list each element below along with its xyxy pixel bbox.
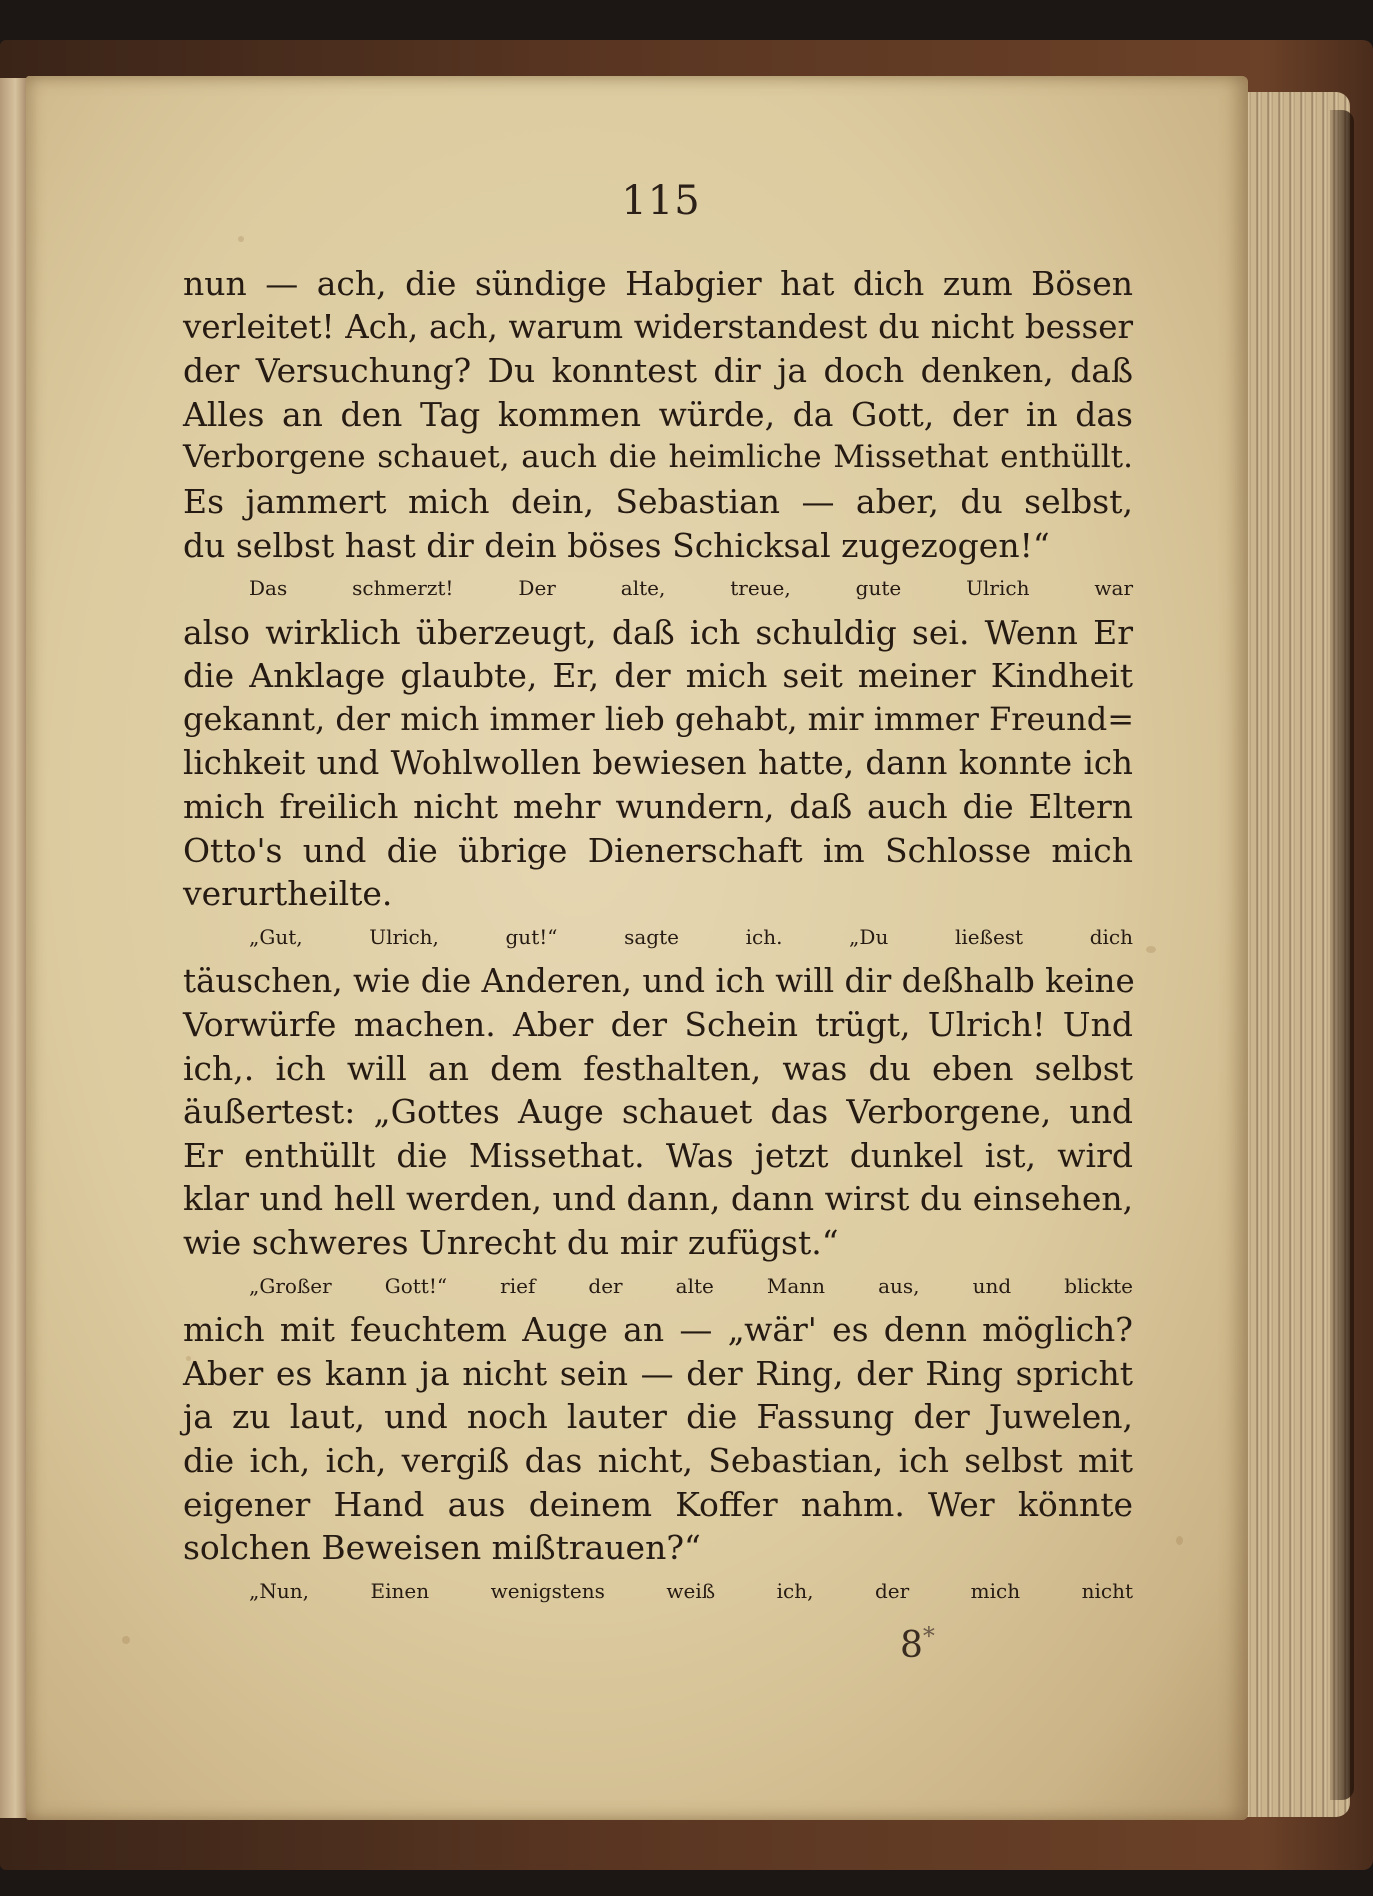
text-line: die ich, ich, vergiß das nicht, Sebastian, ich selbst mit [183, 1441, 1133, 1481]
text-line: Er enthüllt die Missethat. Was jetzt dunkel ist, wird [183, 1135, 1133, 1175]
text-line: lichkeit und Wohlwollen bewiesen hatte, dann konnte ich [183, 743, 1133, 782]
foxing-spot [122, 1636, 130, 1644]
text-line: die Anklage glaubte, Er, der mich seit meiner Kindheit [183, 656, 1133, 696]
signature-star: * [922, 1622, 935, 1650]
page-number: 115 [621, 178, 701, 224]
text-line: Otto's und die übrige Dienerschaft im Schlosse mich [183, 830, 1133, 870]
text-line: mich freilich nicht mehr wundern, daß auch die Eltern [183, 787, 1133, 827]
text-line: solchen Beweisen mißtrauen?“ [183, 1528, 701, 1568]
text-line: Aber es kann ja nicht sein — der Ring, der Ring spricht [183, 1353, 1133, 1393]
text-line: gekannt, der mich immer lieb gehabt, mir immer Freund= [183, 699, 1134, 738]
text-line: nun — ach, die sündige Habgier hat dich zum Bösen [183, 264, 1133, 303]
text-line: „Nun, Einen wenigstens weiß ich, der mich nicht [249, 1578, 1133, 1603]
text-line: Alles an den Tag kommen würde, da Gott, der in das [183, 394, 1133, 434]
text-line: Vorwürfe machen. Aber der Schein trügt, Ulrich! Und [183, 1005, 1133, 1045]
text-line: du selbst hast dir dein böses Schicksal zugezogen!“ [183, 525, 1050, 565]
signature-number: 8 [900, 1625, 923, 1666]
text-line: der Versuchung? Du konntest dir ja doch denken, daß [183, 351, 1133, 391]
text-line: Es jammert mich dein, Sebastian — aber, du selbst, [183, 481, 1133, 521]
text-line: verleitet! Ach, ach, warum widerstandest du nicht besser [183, 307, 1133, 346]
text-line: wie schweres Unrecht du mir zufügst.“ [183, 1223, 839, 1263]
text-line: ich,. ich will an dem festhalten, was du eben selbst [183, 1048, 1133, 1088]
text-line: täuschen, wie die Anderen, und ich will dir deßhalb keine [183, 961, 1135, 1000]
text-line: also wirklich überzeugt, daß ich schuldig sei. Wenn Er [183, 612, 1133, 652]
text-line: äußertest: „Gottes Auge schauet das Verborgene, und [183, 1092, 1133, 1132]
text-line: „Gut, Ulrich, gut!“ sagte ich. „Du ließest dich [249, 924, 1133, 949]
text-line: verurtheilte. [183, 874, 393, 914]
text-line: eigener Hand aus deinem Koffer nahm. Wer könnte [183, 1484, 1133, 1524]
text-line: ja zu laut, und noch lauter die Fassung der Juwelen, [183, 1397, 1133, 1437]
text-line: mich mit feuchtem Auge an — „wär' es denn möglich? [183, 1310, 1133, 1350]
text-line: Das schmerzt! Der alte, treue, gute Ulrich war [249, 576, 1133, 601]
text-line: Verborgene schauet, auch die heimliche Missethat enthüllt. [183, 439, 1133, 476]
foxing-spot [1176, 1536, 1183, 1545]
page-stack-shadow [1330, 110, 1354, 1800]
foxing-spot [1146, 946, 1156, 953]
signature-mark [900, 1622, 935, 1666]
body-text [183, 262, 1133, 1613]
text-line: klar und hell werden, und dann, dann wirst du einsehen, [183, 1179, 1134, 1219]
text-line: „Großer Gott!“ rief der alte Mann aus, und blickte [249, 1273, 1133, 1298]
foxing-spot [238, 236, 244, 242]
